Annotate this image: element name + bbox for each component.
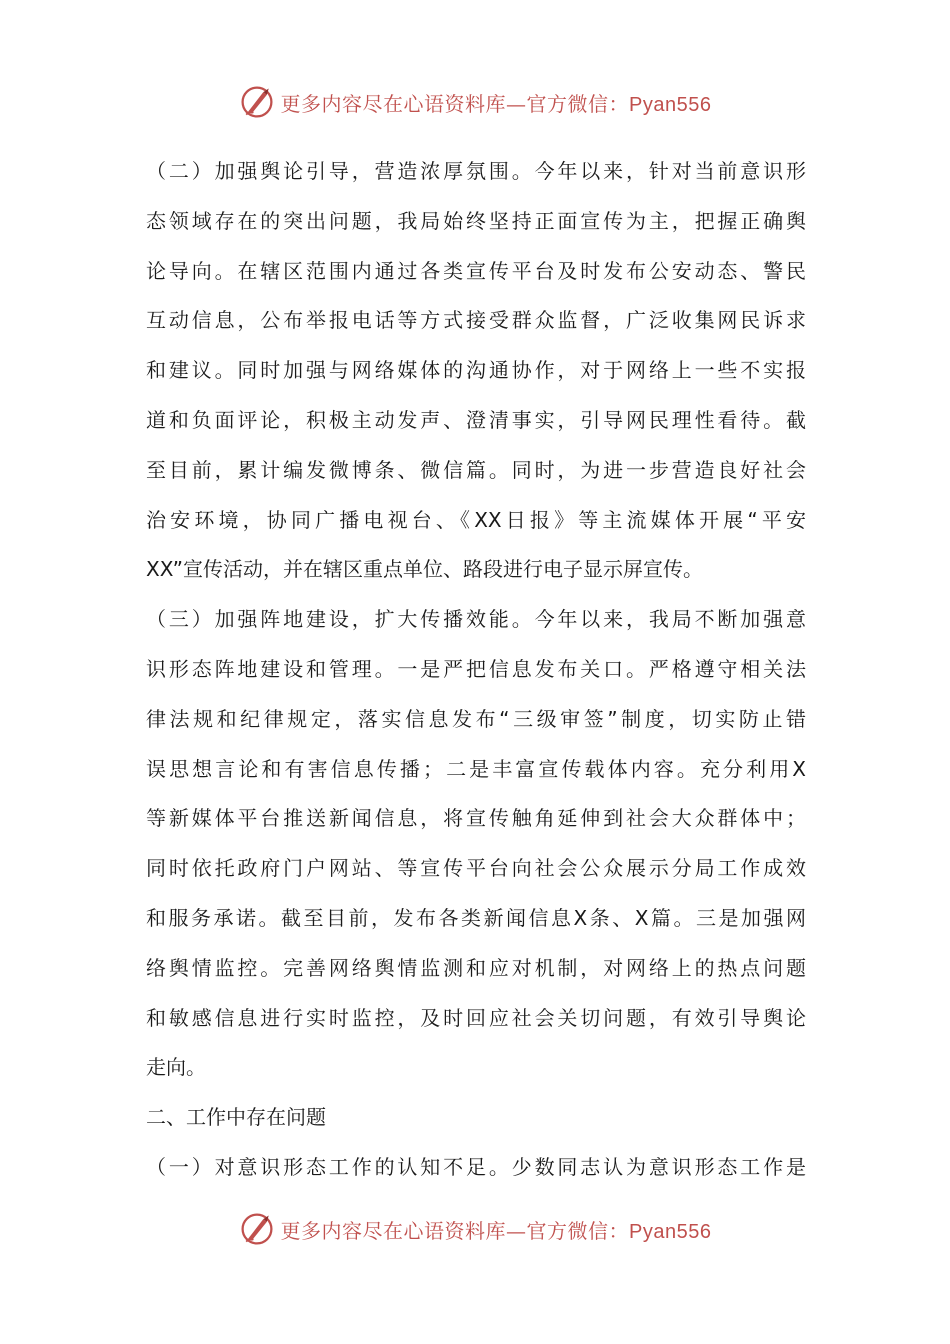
text-line: 等新媒体平台推送新闻信息，将宣传触角延伸到社会大众群体中； — [146, 806, 806, 831]
text-line: 道和负面评论，积极主动发声、澄清事实，引导网民理性看待。截 — [146, 407, 806, 432]
quill-logo-icon — [239, 84, 275, 120]
text-line: 识形态阵地建设和管理。一是严把信息发布关口。严格遵守相关法 — [146, 656, 806, 681]
text-line: 络舆情监控。完善网络舆情监测和应对机制，对网络上的热点问题 — [146, 955, 806, 980]
watermark-banner-top — [0, 82, 950, 122]
document-body — [146, 147, 806, 1193]
text-line: 和敏感信息进行实时监控，及时回应社会关切问题，有效引导舆论 — [146, 1005, 806, 1030]
watermark-text: 更多内容尽在心语资料库—官方微信：Pyan556 — [280, 1218, 712, 1243]
text-line: （二）加强舆论引导，营造浓厚氛围。今年以来，针对当前意识形 — [146, 159, 806, 183]
text-line: 误思想言论和有害信息传播；二是丰富宣传载体内容。充分利用X — [146, 756, 806, 781]
text-line: 和建议。同时加强与网络媒体的沟通协作，对于网络上一些不实报 — [146, 358, 806, 383]
text-line: 态领域存在的突出问题，我局始终坚持正面宣传为主，把握正确舆 — [146, 208, 806, 233]
watermark-text: 更多内容尽在心语资料库—官方微信：Pyan556 — [280, 91, 712, 116]
text-line: 论导向。在辖区范围内通过各类宣传平台及时发布公安动态、警民 — [146, 258, 806, 283]
text-line: （三）加强阵地建设，扩大传播效能。今年以来，我局不断加强意 — [146, 607, 806, 632]
text-line: XX”宣传活动，并在辖区重点单位、路段进行电子显示屏宣传。 — [146, 557, 703, 582]
text-line: 二、工作中存在问题 — [146, 1105, 326, 1130]
text-line: 同时依托政府门户网站、等宣传平台向社会公众展示分局工作成效 — [146, 856, 806, 881]
text-line: 走向。 — [146, 1055, 206, 1080]
watermark-banner-bottom — [0, 1209, 950, 1249]
text-line: 治安环境，协同广播电视台、《XX日报》等主流媒体开展“平安 — [146, 507, 806, 532]
text-line: 至目前，累计编发微博条、微信篇。同时，为进一步营造良好社会 — [146, 457, 806, 482]
text-line: 互动信息，公布举报电话等方式接受群众监督，广泛收集网民诉求 — [146, 308, 806, 333]
text-line: 和服务承诺。截至目前，发布各类新闻信息X条、X篇。三是加强网 — [146, 905, 806, 930]
text-line: 律法规和纪律规定，落实信息发布“三级审签”制度，切实防止错 — [146, 706, 806, 731]
text-line: （一）对意识形态工作的认知不足。少数同志认为意识形态工作是 — [146, 1154, 806, 1179]
quill-logo-icon — [239, 1211, 275, 1247]
